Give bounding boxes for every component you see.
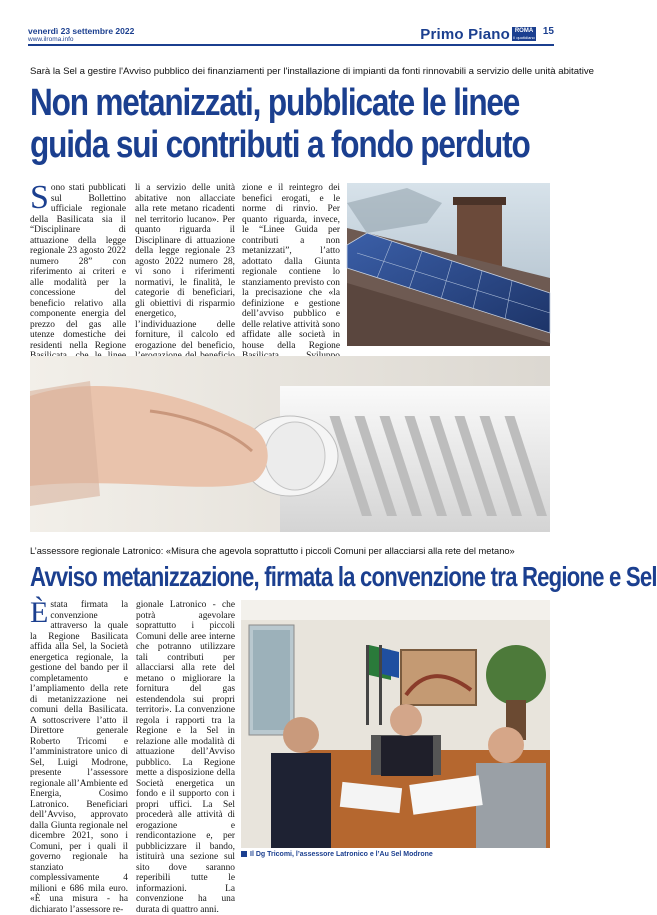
caption-bullet-icon [241, 851, 247, 857]
article2-kicker: L’assessore regionale Latronico: «Misura che agevola soprattutto i piccoli Comuni per allacciarsi alla rete del metano» [30, 546, 515, 556]
section-title: Primo Piano [420, 26, 510, 43]
issue-date: venerdì 23 settembre 2022 [28, 26, 135, 36]
article2-column-2: gionale Latronico - che potrà agevolare soprattutto i piccoli Comuni delle aree interne che potranno utilizzare tali contributi per allacciarsi alla rete del metano o migliorare la fornitura del gas estendendola sui propri territori». La convenzione regola i rapporti tra la Regione e la Sel in relazione alle modalità di attuazione dell’Avviso pubblico. La Regione mette a disposizione della Società energetica un fondo e il supporto con i propri uffici. La Sel procederà alle attività di erogazione e rendicontazione e, per pubblicizzare il bando, istituirà una sezione sul sito dove saranno reperibili tutte le informazioni. La convenzione ha una durata di quattro anni. [136, 600, 235, 915]
photo-caption [241, 851, 433, 858]
site-url[interactable]: www.ilroma.info [28, 36, 74, 43]
page-number: 15 [542, 26, 554, 37]
article1-col1-text: ono stati pubblicati sul Bollettino ufficiale regionale della Basilicata sia il “Disciplinare di attuazione della legge regionale 23 agosto 2022 numero 28” con riferimento ai criteri e alle modalità per la concessione del beneficio relativo alla componente energia del prezzo del gas alle utenze domestiche dei residenti nella Regione [30, 183, 126, 351]
article1-column-3: zione e il reintegro dei benefici erogati, e le norme di rinvio. Per quanto riguarda, invece, le “Linee Guida per contributi a non metanizzati”, l’atto adottato dalla Giunta regionale contiene lo stanziamento previsto con la precisazione che «la definizione e gestione dell’avviso pubblico e delle relative attività sono affidate alle società in house della Regione [242, 183, 340, 351]
article1-headline: Non metanizzati, pubblicate le linee guida sui contributi a fondo perduto [30, 82, 530, 166]
article2-headline: Avviso metanizzazione, firmata la convenzione tra Regione e Sel [30, 561, 657, 592]
article2-column-1 [30, 596, 128, 915]
signing-ceremony-photo [241, 600, 550, 848]
article1-kicker: Sarà la Sel a gestire l'Avviso pubblico dei finanziamenti per l'installazione di impianti da fonti rinnovabili a servizio delle unità abitative [30, 66, 594, 77]
article2-col1-text: stata firmata la convenzione attraverso la quale la Regione Basilicata affida alla Sel, la Società energetica regionale, la gestione del bando per il completamento e l’ampliamento della rete di metanizzazione nei comuni della Basilicata. A sottoscrivere l’atto il Direttore generale Roberto Tricomi e l’amministratore unico di Sel, Luigi Modrone, presente l’assessore regionale all’Ambiente ed Energia, Cosimo Latronico. Beneficiari dell’Avviso, approvato dalla Giunta regionale nel dicembre 2021, sono i Comuni, per i quali il governo regionale ha stanziato complessivamente 4 milioni e 686 mila euro. «È una misura - ha dichiarato l’assessore re- [30, 600, 128, 915]
radiator-thermostat-photo [30, 356, 550, 532]
logo-sub: Il quotidiano [513, 35, 535, 40]
page-header [28, 26, 554, 50]
header-rule [28, 44, 554, 46]
article1-column-2: li a servizio delle unità abitative non allacciate alla rete metano ricadenti nel territorio lucano». Per quanto riguarda il Disciplinare di attuazione della legge regionale 23 agosto 2022 numero 28, vi sono i riferimenti normativi, le finalità, le categorie di beneficiari, gli obiettivi di risparmio energetico, l’individuazione delle forniture, il calcolo ed erogazione del beneficio, [135, 183, 235, 351]
article1-dropcap: S [30, 179, 49, 216]
solar-panels-photo [347, 183, 550, 346]
article2-dropcap: È [30, 596, 49, 629]
newspaper-logo [512, 27, 536, 41]
caption-text: Il Dg Tricomi, l’assessore Latronico e l’Au Sel Modrone [250, 851, 433, 858]
logo-main: ROMA [514, 28, 534, 34]
